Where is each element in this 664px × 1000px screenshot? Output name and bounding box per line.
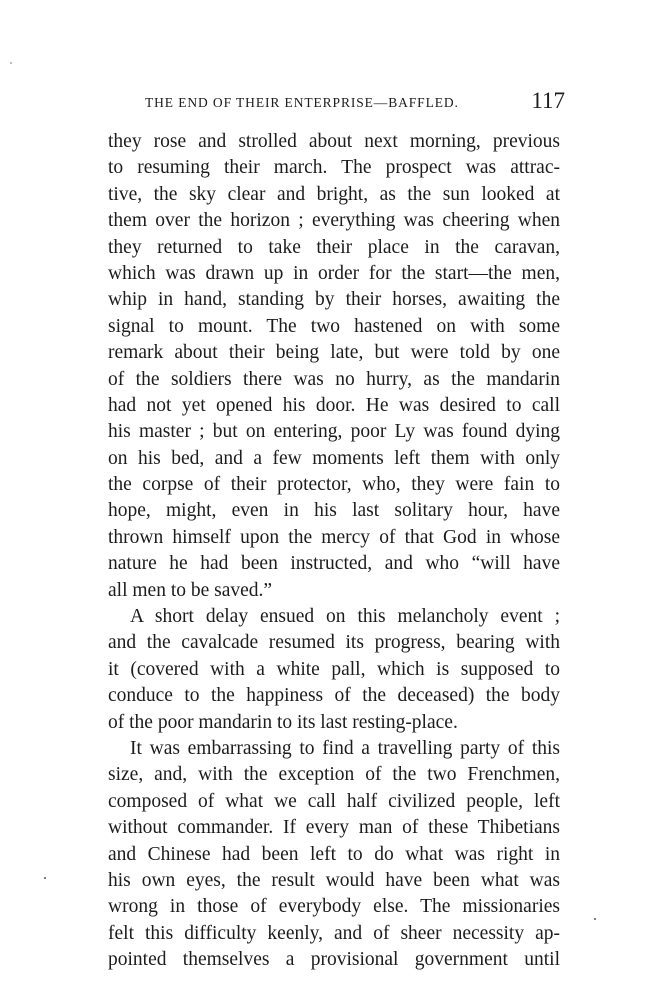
paragraph-1 xyxy=(108,129,560,604)
text-line: tive, the sky clear and bright, as the sun looked at xyxy=(108,183,560,205)
text-line: all men to be saved.” xyxy=(108,579,273,601)
text-line: felt this difficulty keenly, and of sheer necessity ap- xyxy=(108,922,560,944)
text-line: the corpse of their protector, who, they were fain to xyxy=(108,474,560,496)
text-line: and the cavalcade resumed its progress, bearing with xyxy=(108,632,560,654)
text-line: signal to mount. The two hastened on with some xyxy=(108,315,560,337)
text-line: his master ; but on entering, poor Ly was found dying xyxy=(108,421,560,443)
text-line: them over the horizon ; everything was cheering when xyxy=(108,210,560,232)
text-line: had not yet opened his door. He was desired to call xyxy=(108,394,560,416)
page-number: 117 xyxy=(531,88,565,113)
text-line: on his bed, and a few moments left them with only xyxy=(108,447,560,469)
paragraph-2 xyxy=(108,604,560,736)
paragraph-3 xyxy=(108,736,560,974)
text-line: of the soldiers there was no hurry, as the mandarin xyxy=(108,368,560,390)
text-line: size, and, with the exception of the two Frenchmen, xyxy=(108,764,560,786)
text-line: to resuming their march. The prospect was attrac- xyxy=(108,157,560,179)
text-line: conduce to the happiness of the deceased) the body xyxy=(108,685,560,707)
text-line: remark about their being late, but were told by one xyxy=(108,342,560,364)
body-text xyxy=(108,129,560,974)
text-line: they returned to take their place in the caravan, xyxy=(108,236,560,258)
paper-speck xyxy=(44,877,46,879)
text-line: A short delay ensued on this melancholy event ; xyxy=(130,606,560,628)
text-line: his own eyes, the result would have been what was xyxy=(108,869,560,891)
text-line: pointed themselves a provisional government until xyxy=(108,949,560,971)
text-line: they rose and strolled about next morning, previous xyxy=(108,131,560,152)
text-line: hope, might, even in his last solitary hour, have xyxy=(108,500,560,522)
running-header xyxy=(145,88,565,116)
text-line: without commander. If every man of these Thibetians xyxy=(108,817,560,839)
text-line: It was embarrassing to find a travelling party of this xyxy=(130,737,560,759)
text-line: thrown himself upon the mercy of that God in whose xyxy=(108,526,560,548)
text-line: whip in hand, standing by their horses, awaiting the xyxy=(108,289,560,311)
paper-speck xyxy=(594,918,596,920)
text-line: of the poor mandarin to its last resting-place. xyxy=(108,711,458,733)
text-line: composed of what we call half civilized people, left xyxy=(108,790,560,812)
text-line: wrong in those of everybody else. The missionaries xyxy=(108,896,560,918)
text-line: it (covered with a white pall, which is supposed to xyxy=(108,658,560,680)
text-line: and Chinese had been left to do what was right in xyxy=(108,843,560,865)
text-line: which was drawn up in order for the start—the men, xyxy=(108,262,560,284)
paper-speck xyxy=(10,62,12,64)
text-line: nature he had been instructed, and who “will have xyxy=(108,553,560,575)
running-title: THE END OF THEIR ENTERPRISE—BAFFLED. xyxy=(145,95,459,110)
